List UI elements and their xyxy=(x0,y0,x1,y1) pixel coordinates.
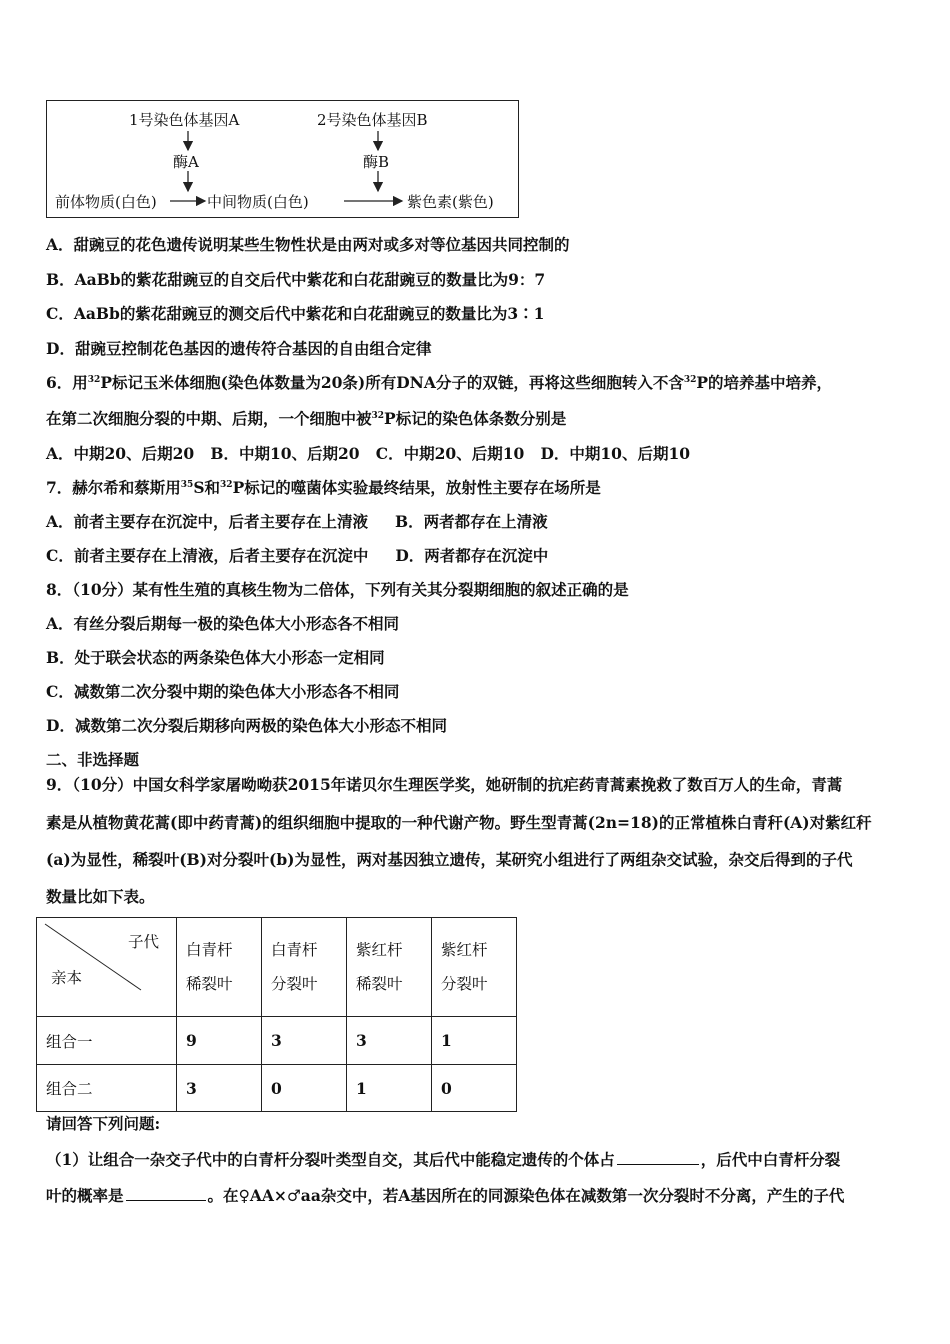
q8-option-b: B．处于联会状态的两条染色体大小形态一定相同 xyxy=(46,648,385,667)
q7-stem xyxy=(46,478,601,498)
part1-text: ，后代中白青杆分裂 xyxy=(700,1150,841,1169)
q8-stem: 8．（10分）某有性生殖的真核生物为二倍体，下列有关其分裂期细胞的叙述正确的是 xyxy=(46,580,629,599)
table-cell: 0 xyxy=(262,1065,347,1112)
table-cell: 3 xyxy=(262,1017,347,1065)
isotope-sup: 32 xyxy=(220,480,233,490)
header-line: 白青杆 xyxy=(271,941,318,959)
q6-stem-line1 xyxy=(46,373,832,393)
header-line: 稀裂叶 xyxy=(356,975,403,993)
q5-option-b: B．AaBb的紫花甜豌豆的自交后代中紫花和白花甜豌豆的数量比为9：7 xyxy=(46,270,546,289)
q6-text: 在第二次细胞分裂的中期、后期，一个细胞中被 xyxy=(46,409,372,428)
header-line: 分裂叶 xyxy=(271,975,318,993)
q9-line3: (a)为显性，稀裂叶(B)对分裂叶(b)为显性，两对基因独立遗传，某研究小组进行了两组杂交试验，杂交后得到的子代 xyxy=(46,850,853,869)
part1-text: 叶的概率是 xyxy=(46,1186,124,1205)
q5-option-c: C．AaBb的紫花甜豌豆的测交后代中紫花和白花甜豌豆的数量比为3∶1 xyxy=(46,304,545,323)
enzyme-b-label: 酶B xyxy=(363,153,390,171)
isotope-sup: 32 xyxy=(371,411,385,421)
row-label: 组合一 xyxy=(37,1017,177,1065)
q9-line4: 数量比如下表。 xyxy=(46,887,155,906)
header-line: 分裂叶 xyxy=(441,975,488,993)
q8-option-a: A．有丝分裂后期每一极的染色体大小形态各不相同 xyxy=(46,614,400,633)
q6-text: P标记玉米体细胞(染色体数量为20条)所有DNA分子的双链，再将这些细胞转入不含 xyxy=(100,373,684,392)
intermediate-label: 中间物质(白色) xyxy=(207,193,309,211)
table-cell: 0 xyxy=(432,1065,517,1112)
q9-line1: 9．（10分）中国女科学家屠呦呦获2015年诺贝尔生理医学奖，她研制的抗疟药青蒿素挽救了数百万人的生命，青蒿 xyxy=(46,775,843,794)
header-line: 紫红杆 xyxy=(441,941,488,959)
table-cell: 3 xyxy=(347,1017,432,1065)
table-cell: 3 xyxy=(177,1065,262,1112)
isotope-sup: 32 xyxy=(87,375,101,385)
enzyme-a-label: 酶A xyxy=(173,153,199,171)
header-line: 稀裂叶 xyxy=(186,975,233,993)
q8-option-d: D．减数第二次分裂后期移向两极的染色体大小形态不相同 xyxy=(46,716,447,735)
header-line: 白青杆 xyxy=(186,941,233,959)
q6-text: P的培养基中培养， xyxy=(696,373,833,392)
isotope-sup: 35 xyxy=(180,480,194,490)
q6-text: 6．用 xyxy=(46,373,88,392)
pigment-label: 紫色素(紫色) xyxy=(407,193,494,211)
part1-text: 。在♀AA×♂aa杂交中，若A基因所在的同源染色体在减数第一次分裂时不分离，产生的子代 xyxy=(207,1186,845,1205)
table-cell: 1 xyxy=(432,1017,517,1065)
isotope-sup: 32 xyxy=(683,375,697,385)
q6-stem-line2 xyxy=(46,409,566,429)
q7-text: 7．赫尔希和蔡斯用 xyxy=(46,478,181,497)
precursor-label: 前体物质(白色) xyxy=(55,193,157,211)
q9-line2: 素是从植物黄花蒿(即中药青蒿)的组织细胞中提取的一种代谢产物。野生型青蒿(2n=18)的正常植株白青秆(A)对紫红秆 xyxy=(46,813,872,832)
part1-line2 xyxy=(46,1186,844,1206)
table-row xyxy=(37,1017,517,1065)
q5-option-d: D．甜豌豆控制花色基因的遗传符合基因的自由组合定律 xyxy=(46,339,432,358)
q7-text: P标记的噬菌体实验最终结果，放射性主要存在场所是 xyxy=(232,478,601,497)
q6-options: A．中期20、后期20 B．中期10、后期20 C．中期20、后期10 D．中期10、后期10 xyxy=(46,444,691,463)
table-header xyxy=(432,918,517,1017)
table-cell: 1 xyxy=(347,1065,432,1112)
answer-blank[interactable] xyxy=(126,1186,206,1201)
pathway-diagram xyxy=(46,100,519,218)
gene-b-label: 2号染色体基因B xyxy=(317,111,428,129)
q7-text: S和 xyxy=(193,478,221,497)
corner-offspring-label: 子代 xyxy=(128,933,160,951)
q8-option-c: C．减数第二次分裂中期的染色体大小形态各不相同 xyxy=(46,682,400,701)
part1-text: （1）让组合一杂交子代中的白青杆分裂叶类型自交，其后代中能稳定遗传的个体占 xyxy=(46,1150,615,1169)
cross-results-table xyxy=(36,917,517,1112)
part1-line1 xyxy=(46,1150,840,1170)
prompt-line: 请回答下列问题: xyxy=(46,1114,161,1133)
corner-parent-label: 亲本 xyxy=(51,969,83,987)
row-label: 组合二 xyxy=(37,1065,177,1112)
q7-options-ab: A．前者主要存在沉淀中，后者主要存在上清液 B．两者都存在上清液 xyxy=(46,512,548,531)
table-header-row xyxy=(37,918,517,1017)
gene-a-label: 1号染色体基因A xyxy=(129,111,240,129)
table-header xyxy=(177,918,262,1017)
q7-options-cd: C．前者主要存在上清液，后者主要存在沉淀中 D．两者都存在沉淀中 xyxy=(46,546,549,565)
answer-blank[interactable] xyxy=(617,1150,699,1165)
table-row xyxy=(37,1065,517,1112)
section-heading: 二、非选择题 xyxy=(46,750,140,769)
table-header xyxy=(262,918,347,1017)
q6-text: P标记的染色体条数分别是 xyxy=(384,409,567,428)
table-corner-cell xyxy=(37,918,177,1017)
header-line: 紫红杆 xyxy=(356,941,403,959)
table-header xyxy=(347,918,432,1017)
q5-option-a: A．甜豌豆的花色遗传说明某些生物性状是由两对或多对等位基因共同控制的 xyxy=(46,235,570,254)
table-cell: 9 xyxy=(177,1017,262,1065)
